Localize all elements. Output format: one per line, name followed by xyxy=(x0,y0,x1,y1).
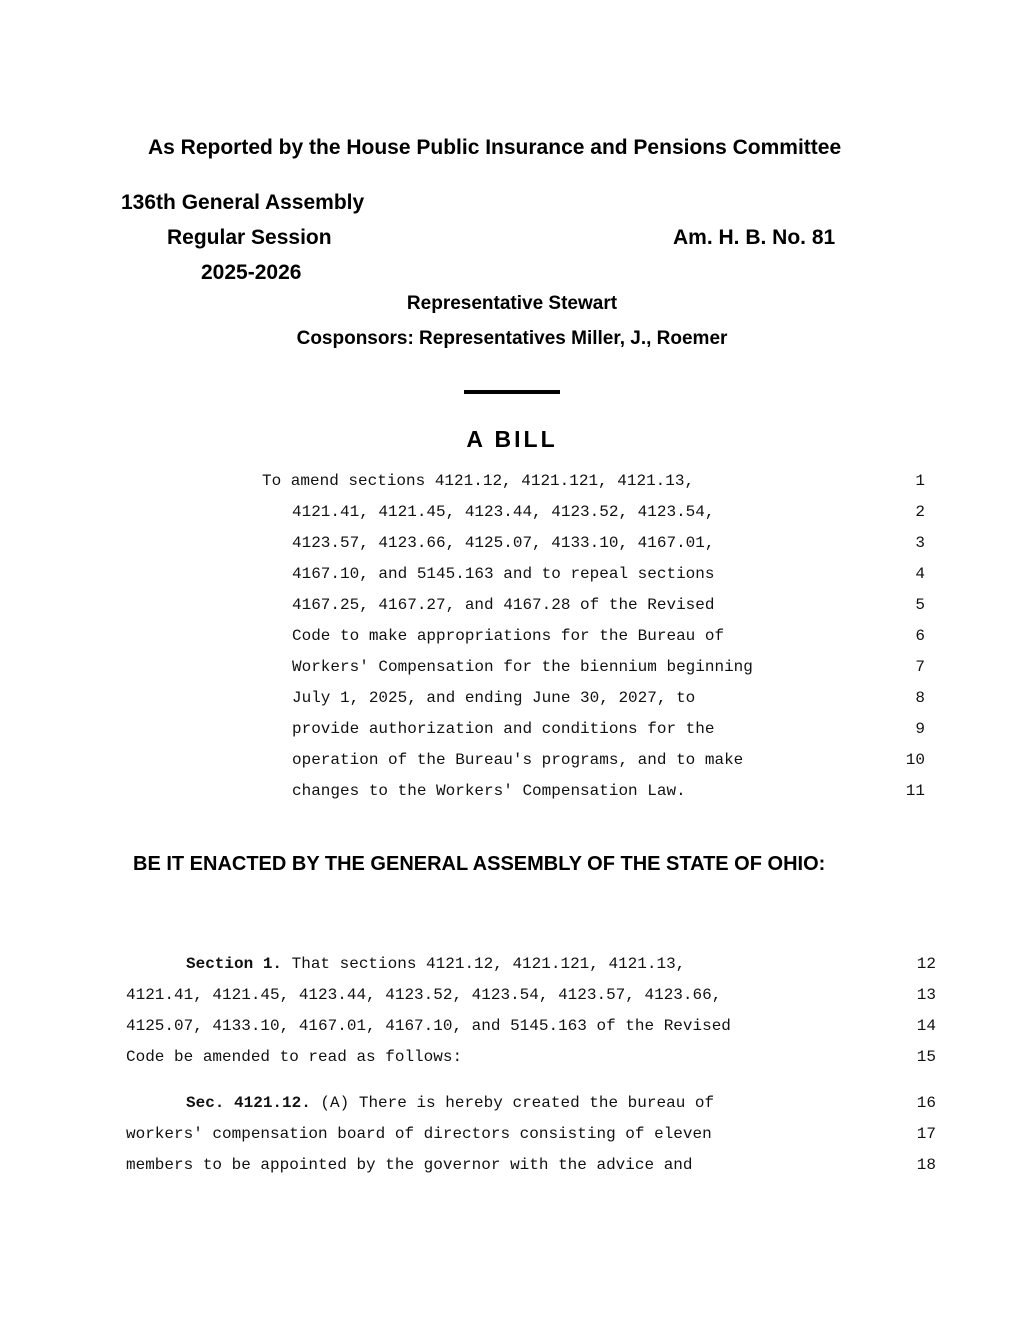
enacting-clause: BE IT ENACTED BY THE GENERAL ASSEMBLY OF THE STATE OF OHIO: xyxy=(133,853,826,875)
section-label: Section 1. xyxy=(186,955,283,973)
body-line-text: Code be amended to read as follows: xyxy=(126,1048,463,1066)
line-number: 15 xyxy=(916,1048,936,1066)
body-line xyxy=(0,955,1024,986)
title-line-text: operation of the Bureau's programs, and to make xyxy=(292,751,744,769)
line-number: 6 xyxy=(915,627,925,645)
title-line-text: Code to make appropriations for the Bureau of xyxy=(292,627,725,645)
line-number: 17 xyxy=(916,1125,936,1143)
title-line xyxy=(0,751,1024,782)
title-line xyxy=(0,658,1024,689)
section-4121-12 xyxy=(0,1094,1024,1187)
general-assembly: 136th General Assembly xyxy=(121,191,365,214)
line-number: 18 xyxy=(916,1156,936,1174)
title-line-text: 4167.25, 4167.27, and 4167.28 of the Revised xyxy=(292,596,715,614)
title-line xyxy=(0,565,1024,596)
body-line-text: workers' compensation board of directors consisting of eleven xyxy=(126,1125,712,1143)
title-line xyxy=(0,534,1024,565)
session-years: 2025-2026 xyxy=(201,261,302,284)
line-number: 14 xyxy=(916,1017,936,1035)
title-line-text: 4123.57, 4123.66, 4125.07, 4133.10, 4167.01, xyxy=(292,534,715,552)
section-label: Sec. 4121.12. xyxy=(186,1094,311,1112)
title-line xyxy=(0,627,1024,658)
session: Regular Session xyxy=(167,226,332,249)
line-number: 16 xyxy=(916,1094,936,1112)
body-line xyxy=(0,986,1024,1017)
bill-title xyxy=(0,472,1024,813)
line-number: 7 xyxy=(915,658,925,676)
line-number: 5 xyxy=(915,596,925,614)
body-line xyxy=(0,1125,1024,1156)
line-number: 12 xyxy=(916,955,936,973)
title-line-text: Workers' Compensation for the biennium beginning xyxy=(292,658,753,676)
title-line xyxy=(0,596,1024,627)
title-line-text: 4167.10, and 5145.163 and to repeal sections xyxy=(292,565,715,583)
bill-number: Am. H. B. No. 81 xyxy=(673,226,836,249)
line-number: 1 xyxy=(915,472,925,490)
cosponsors: Cosponsors: Representatives Miller, J., Roemer xyxy=(296,328,728,349)
sponsor: Representative Stewart xyxy=(406,293,618,314)
title-line-text: July 1, 2025, and ending June 30, 2027, to xyxy=(292,689,696,707)
title-line-text: changes to the Workers' Compensation Law. xyxy=(292,782,686,800)
section-1 xyxy=(0,955,1024,1079)
title-line-text: provide authorization and conditions for the xyxy=(292,720,715,738)
title-line-text: 4121.41, 4121.45, 4123.44, 4123.52, 4123.54, xyxy=(292,503,715,521)
line-number: 13 xyxy=(916,986,936,1004)
body-line xyxy=(0,1094,1024,1125)
body-line-text xyxy=(186,1094,714,1112)
body-line-content: That sections 4121.12, 4121.121, 4121.13, xyxy=(282,955,686,973)
line-number: 4 xyxy=(915,565,925,583)
body-line-text xyxy=(186,955,685,973)
line-number: 9 xyxy=(915,720,925,738)
line-number: 10 xyxy=(905,751,925,769)
body-line-content: (A) There is hereby created the bureau of xyxy=(310,1094,715,1112)
line-number: 3 xyxy=(915,534,925,552)
body-line xyxy=(0,1048,1024,1079)
body-line-text: 4121.41, 4121.45, 4123.44, 4123.52, 4123.54, 4123.57, 4123.66, xyxy=(126,986,722,1004)
title-divider xyxy=(464,390,560,394)
body-line xyxy=(0,1017,1024,1048)
title-line xyxy=(0,689,1024,720)
line-number: 8 xyxy=(915,689,925,707)
body-line xyxy=(0,1156,1024,1187)
reported-by-line: As Reported by the House Public Insurance and Pensions Committee xyxy=(148,136,842,159)
title-line xyxy=(0,782,1024,813)
title-line xyxy=(0,720,1024,751)
bill-heading: A BILL xyxy=(466,426,558,452)
body-line-text: members to be appointed by the governor with the advice and xyxy=(126,1156,693,1174)
body-line-text: 4125.07, 4133.10, 4167.01, 4167.10, and 5145.163 of the Revised xyxy=(126,1017,731,1035)
line-number: 11 xyxy=(905,782,925,800)
title-line xyxy=(0,503,1024,534)
title-line-text: To amend sections 4121.12, 4121.121, 4121.13, xyxy=(262,472,695,490)
title-line xyxy=(0,472,1024,503)
line-number: 2 xyxy=(915,503,925,521)
